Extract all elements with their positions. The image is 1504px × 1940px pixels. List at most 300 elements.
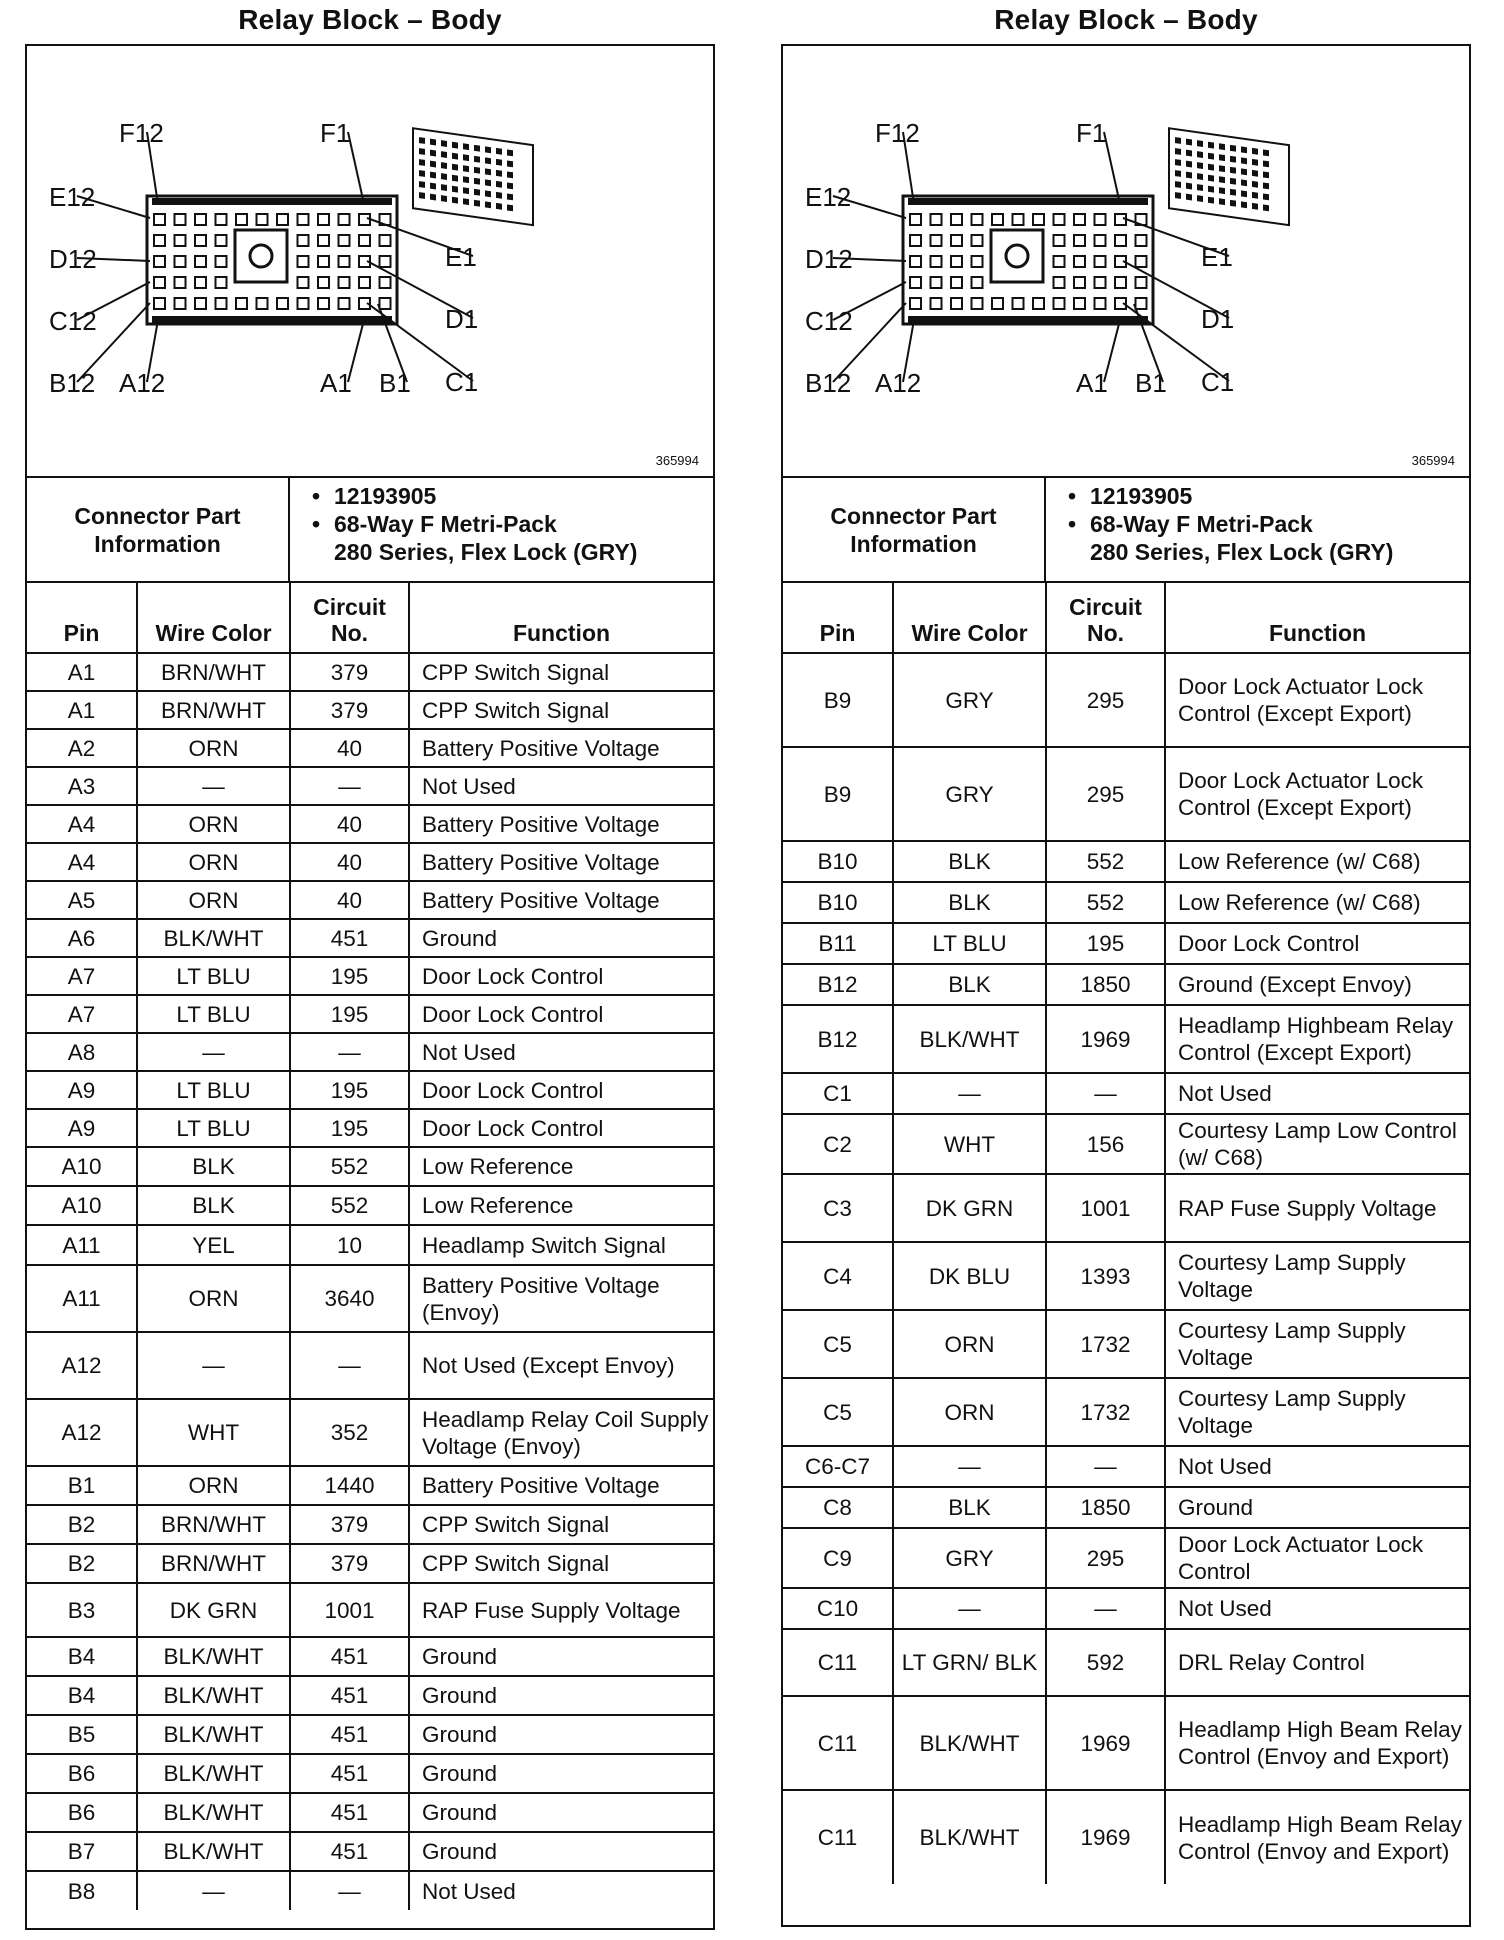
thumbnail-cavity <box>430 161 436 168</box>
pin-cell: A11 <box>27 1265 137 1332</box>
pin-cavity <box>216 214 227 225</box>
function-header: Function <box>409 583 713 653</box>
function-cell: Headlamp High Beam Relay Control (Envoy and Export) <box>1165 1696 1469 1790</box>
pin-cavity <box>951 235 962 246</box>
function-cell: Door Lock Control <box>409 1109 713 1147</box>
circuit-cell: 552 <box>290 1147 409 1186</box>
pin-cavity <box>339 235 350 246</box>
circuit-cell: 552 <box>1046 841 1165 882</box>
pin-cell: C5 <box>783 1310 893 1378</box>
pin-label: E1 <box>1201 242 1233 272</box>
pin-cavity <box>318 214 329 225</box>
thumbnail-cavity <box>430 183 436 190</box>
thumbnail-cavity <box>1208 153 1214 160</box>
wire-color-cell: GRY <box>893 1528 1046 1588</box>
table-row <box>783 1790 1469 1884</box>
circuit-cell: 1732 <box>1046 1310 1165 1378</box>
table-row <box>783 1528 1469 1588</box>
connector-face-diagram <box>27 46 713 474</box>
function-cell: RAP Fuse Supply Voltage <box>409 1583 713 1637</box>
pin-label: B1 <box>1135 368 1167 398</box>
pin-cell: A4 <box>27 805 137 843</box>
wire-color-cell: BLK/WHT <box>893 1005 1046 1073</box>
pin-header: Pin <box>783 583 893 653</box>
pin-cavity <box>175 256 186 267</box>
wire-color-cell: BLK <box>137 1186 290 1225</box>
pin-cell: C10 <box>783 1588 893 1629</box>
pin-cavity <box>910 256 921 267</box>
thumbnail-cavity <box>1208 142 1214 149</box>
pin-cavity <box>1054 235 1065 246</box>
wire-color-cell: ORN <box>137 1265 290 1332</box>
panel-title: Relay Block – Body <box>994 4 1258 35</box>
function-cell: Door Lock Actuator Lock Control <box>1165 1528 1469 1588</box>
pin-cell: A11 <box>27 1225 137 1265</box>
wire-color-cell: ORN <box>137 729 290 767</box>
thumbnail-cavity <box>419 148 425 155</box>
function-cell: Courtesy Lamp Supply Voltage <box>1165 1378 1469 1446</box>
function-cell: Ground <box>409 1637 713 1676</box>
thumbnail-cavity <box>452 164 458 171</box>
thumbnail-cavity <box>485 179 491 186</box>
circuit-cell: 379 <box>290 653 409 691</box>
pin-cavity <box>951 256 962 267</box>
pin-label: B12 <box>49 368 96 398</box>
circuit-cell: 1393 <box>1046 1242 1165 1310</box>
pin-label: C1 <box>445 367 479 397</box>
pin-cell: C2 <box>783 1114 893 1174</box>
circuit-cell: 295 <box>1046 653 1165 747</box>
function-cell: Battery Positive Voltage <box>409 881 713 919</box>
wire-color-cell: WHT <box>893 1114 1046 1174</box>
thumbnail-cavity <box>430 150 436 157</box>
pin-label: C12 <box>49 306 97 336</box>
thumbnail-cavity <box>441 140 447 147</box>
circuit-cell: 1001 <box>1046 1174 1165 1242</box>
circuit-header: Circuit No. <box>1046 583 1165 653</box>
pin-cavity <box>1074 235 1085 246</box>
circuit-cell: 451 <box>290 1637 409 1676</box>
function-cell: Ground <box>409 919 713 957</box>
function-cell: Headlamp Switch Signal <box>409 1225 713 1265</box>
pin-cell: A8 <box>27 1033 137 1071</box>
pin-cell: C1 <box>783 1073 893 1114</box>
thumbnail-cavity <box>1219 165 1225 172</box>
pin-cavity <box>931 256 942 267</box>
pin-cavity <box>1095 277 1106 288</box>
thumbnail-cavity <box>1230 200 1236 207</box>
thumbnail-cavity <box>1197 184 1203 191</box>
pin-cell: A12 <box>27 1332 137 1399</box>
pin-cavity <box>298 214 309 225</box>
pin-cavity <box>951 298 962 309</box>
pin-cavity <box>154 298 165 309</box>
table-row <box>783 1378 1469 1446</box>
thumbnail-cavity <box>1175 148 1181 155</box>
table-row <box>27 767 713 805</box>
thumbnail-cavity <box>1263 171 1269 178</box>
figure-number: 365994 <box>655 453 699 468</box>
pin-cavity <box>910 235 921 246</box>
pin-cell: C11 <box>783 1696 893 1790</box>
pin-cavity <box>1054 256 1065 267</box>
pin-cavity <box>972 256 983 267</box>
pin-cell: A10 <box>27 1186 137 1225</box>
pin-cavity <box>931 235 942 246</box>
thumbnail-cavity <box>474 156 480 163</box>
thumbnail-cavity <box>507 149 513 156</box>
thumbnail-cavity <box>1219 154 1225 161</box>
part-number: • 12193905 <box>1090 482 1469 510</box>
thumbnail-cavity <box>485 201 491 208</box>
pin-cavity <box>359 277 370 288</box>
wire-color-cell: YEL <box>137 1225 290 1265</box>
connector-series: 280 Series, Flex Lock (GRY) <box>1090 539 1394 565</box>
function-cell: CPP Switch Signal <box>409 1505 713 1544</box>
table-row <box>783 841 1469 882</box>
thumbnail-cavity <box>1197 173 1203 180</box>
pin-cavity <box>1136 256 1147 267</box>
wire-color-cell: GRY <box>893 653 1046 747</box>
circuit-cell: 195 <box>290 995 409 1033</box>
pin-cavity <box>1054 277 1065 288</box>
wire-color-cell: ORN <box>137 805 290 843</box>
pin-label: C12 <box>805 306 853 336</box>
thumbnail-cavity <box>463 187 469 194</box>
function-cell: Low Reference <box>409 1147 713 1186</box>
function-cell: Not Used <box>409 767 713 805</box>
table-row <box>27 1466 713 1505</box>
function-cell: Not Used (Except Envoy) <box>409 1332 713 1399</box>
wire-color-cell: LT BLU <box>137 995 290 1033</box>
pin-cell: B6 <box>27 1793 137 1832</box>
pin-cavity <box>298 277 309 288</box>
function-cell: CPP Switch Signal <box>409 653 713 691</box>
thumbnail-cavity <box>496 181 502 188</box>
pin-cavity <box>1095 256 1106 267</box>
pin-cavity <box>257 298 268 309</box>
connector-part-info <box>27 478 713 583</box>
pin-cell: A6 <box>27 919 137 957</box>
circuit-cell: — <box>290 1033 409 1071</box>
circuit-cell: — <box>1046 1588 1165 1629</box>
function-cell: Battery Positive Voltage (Envoy) <box>409 1265 713 1332</box>
function-header: Function <box>1165 583 1469 653</box>
pin-cavity <box>339 214 350 225</box>
thumbnail-cavity <box>1175 137 1181 144</box>
pin-cell: A7 <box>27 957 137 995</box>
function-cell: Battery Positive Voltage <box>409 843 713 881</box>
pin-cell: C11 <box>783 1629 893 1696</box>
thumbnail-cavity <box>1186 183 1192 190</box>
wire-color-cell: BLK/WHT <box>137 919 290 957</box>
pin-cell: C3 <box>783 1174 893 1242</box>
pin-cavity <box>1095 235 1106 246</box>
pin-cavity <box>1136 277 1147 288</box>
table-row <box>27 919 713 957</box>
pin-cell: A1 <box>27 691 137 729</box>
wire-color-cell: BRN/WHT <box>137 1544 290 1583</box>
thumbnail-cavity <box>507 193 513 200</box>
thumbnail-cavity <box>1186 139 1192 146</box>
function-cell: Door Lock Control <box>1165 923 1469 964</box>
thumbnail-cavity <box>1263 182 1269 189</box>
table-row <box>27 1109 713 1147</box>
circuit-cell: 379 <box>290 1505 409 1544</box>
pin-cavity <box>1074 298 1085 309</box>
thumbnail-cavity <box>419 170 425 177</box>
table-row <box>27 691 713 729</box>
pin-cell: B12 <box>783 964 893 1005</box>
pin-label: F12 <box>875 118 920 148</box>
circuit-cell: — <box>290 1332 409 1399</box>
pin-label: F1 <box>320 118 351 148</box>
pin-cell: A10 <box>27 1147 137 1186</box>
connector-diagram <box>783 46 1469 478</box>
thumbnail-cavity <box>496 148 502 155</box>
wire-color-cell: BLK <box>893 841 1046 882</box>
wire-color-cell: ORN <box>893 1378 1046 1446</box>
wire-color-cell: — <box>893 1446 1046 1487</box>
housing-bottom-rail <box>908 316 1148 323</box>
pin-cell: A7 <box>27 995 137 1033</box>
thumbnail-cavity <box>1208 197 1214 204</box>
circuit-cell: 451 <box>290 1832 409 1871</box>
thumbnail-cavity <box>441 184 447 191</box>
circuit-cell: — <box>290 767 409 805</box>
circuit-cell: 352 <box>290 1399 409 1466</box>
thumbnail-cavity <box>1241 168 1247 175</box>
circuit-cell: 40 <box>290 843 409 881</box>
pin-label: E12 <box>805 182 852 212</box>
wire-color-cell: ORN <box>137 1466 290 1505</box>
wire-color-cell: BLK <box>893 882 1046 923</box>
function-cell: Door Lock Actuator Lock Control (Except Export) <box>1165 747 1469 841</box>
function-cell: Battery Positive Voltage <box>409 1466 713 1505</box>
pin-cavity <box>277 298 288 309</box>
table-row <box>27 1871 713 1910</box>
pin-cavity <box>216 277 227 288</box>
pin-cavity <box>992 214 1003 225</box>
pin-cavity <box>951 214 962 225</box>
leader-line <box>1104 132 1120 204</box>
function-cell: Ground <box>409 1676 713 1715</box>
thumbnail-cavity <box>507 171 513 178</box>
thumbnail-cavity <box>1186 194 1192 201</box>
pin-cavity <box>257 214 268 225</box>
pin-cavity <box>931 298 942 309</box>
wire-color-cell: BLK/WHT <box>137 1793 290 1832</box>
table-row <box>783 1588 1469 1629</box>
table-row <box>783 964 1469 1005</box>
pin-cell: B12 <box>783 1005 893 1073</box>
table-row <box>27 1071 713 1109</box>
connector-series: 280 Series, Flex Lock (GRY) <box>334 539 638 565</box>
circuit-cell: 195 <box>290 1109 409 1147</box>
thumbnail-cavity <box>1230 145 1236 152</box>
function-cell: Door Lock Actuator Lock Control (Except Export) <box>1165 653 1469 747</box>
thumbnail-cavity <box>474 167 480 174</box>
thumbnail-cavity <box>419 159 425 166</box>
function-cell: CPP Switch Signal <box>409 1544 713 1583</box>
pin-cell: B3 <box>27 1583 137 1637</box>
pin-cavity <box>1115 277 1126 288</box>
circuit-cell: 451 <box>290 1676 409 1715</box>
wire-color-cell: BLK/WHT <box>137 1676 290 1715</box>
circuit-cell: — <box>290 1871 409 1910</box>
table-row <box>783 1114 1469 1174</box>
connector-part-info-label: Connector Part Information <box>783 478 1046 581</box>
thumbnail-cavity <box>1208 175 1214 182</box>
pin-cell: B9 <box>783 747 893 841</box>
pin-cavity <box>298 256 309 267</box>
pin-cell: C11 <box>783 1790 893 1884</box>
circuit-cell: 451 <box>290 1754 409 1793</box>
pin-cavity <box>195 214 206 225</box>
table-row <box>783 1174 1469 1242</box>
thumbnail-cavity <box>419 192 425 199</box>
table-row <box>783 1310 1469 1378</box>
pin-cell: A2 <box>27 729 137 767</box>
thumbnail-cavity <box>1197 162 1203 169</box>
table-row <box>27 995 713 1033</box>
function-cell: Ground (Except Envoy) <box>1165 964 1469 1005</box>
pin-cavity <box>195 298 206 309</box>
thumbnail-cavity <box>430 194 436 201</box>
function-cell: Courtesy Lamp Low Control (w/ C68) <box>1165 1114 1469 1174</box>
pin-cavity <box>318 298 329 309</box>
table-row <box>783 1005 1469 1073</box>
pin-cavity <box>1095 214 1106 225</box>
circuit-cell: 1440 <box>290 1466 409 1505</box>
wire-color-cell: BLK <box>893 964 1046 1005</box>
thumbnail-cavity <box>485 190 491 197</box>
table-row <box>783 882 1469 923</box>
connector-part-info-list <box>290 478 713 581</box>
function-cell: Headlamp High Beam Relay Control (Envoy and Export) <box>1165 1790 1469 1884</box>
pin-cell: B2 <box>27 1505 137 1544</box>
thumbnail-cavity <box>1241 157 1247 164</box>
pin-cavity <box>910 277 921 288</box>
thumbnail-cavity <box>452 197 458 204</box>
pin-cavity <box>175 298 186 309</box>
function-cell: Ground <box>409 1832 713 1871</box>
pin-cavity <box>1054 298 1065 309</box>
thumbnail-cavity <box>1263 160 1269 167</box>
table-row <box>27 653 713 691</box>
function-cell: Not Used <box>409 1871 713 1910</box>
table-row <box>27 843 713 881</box>
pin-cavity <box>1013 298 1024 309</box>
housing-bottom-rail <box>152 316 392 323</box>
thumbnail-cavity <box>1186 161 1192 168</box>
table-row <box>783 1073 1469 1114</box>
circuit-cell: 1850 <box>1046 1487 1165 1528</box>
pin-cavity <box>298 298 309 309</box>
thumbnail-cavity <box>1175 159 1181 166</box>
thumbnail-cavity <box>1241 146 1247 153</box>
thumbnail-cavity <box>507 160 513 167</box>
pin-cell: B8 <box>27 1871 137 1910</box>
wire-color-cell: BRN/WHT <box>137 691 290 729</box>
thumbnail-cavity <box>463 176 469 183</box>
function-cell: Door Lock Control <box>409 995 713 1033</box>
circuit-cell: 1001 <box>290 1583 409 1637</box>
table-row <box>27 805 713 843</box>
thumbnail-cavity <box>430 139 436 146</box>
wire-color-cell: — <box>893 1588 1046 1629</box>
connector-type: • 68-Way F Metri-Pack <box>1090 510 1469 538</box>
thumbnail-cavity <box>441 162 447 169</box>
pin-label: F12 <box>119 118 164 148</box>
pin-cavity <box>216 256 227 267</box>
thumbnail-cavity <box>1175 181 1181 188</box>
thumbnail-cavity <box>496 159 502 166</box>
circuit-cell: 40 <box>290 805 409 843</box>
thumbnail-cavity <box>474 189 480 196</box>
circuit-cell: 379 <box>290 691 409 729</box>
thumbnail-cavity <box>452 142 458 149</box>
pin-cavity <box>1033 214 1044 225</box>
function-cell: Ground <box>409 1793 713 1832</box>
pin-cavity <box>1054 214 1065 225</box>
thumbnail-cavity <box>1230 189 1236 196</box>
figure-number: 365994 <box>1411 453 1455 468</box>
thumbnail-cavity <box>1241 190 1247 197</box>
table-row <box>27 729 713 767</box>
table-row <box>27 1793 713 1832</box>
pin-cell: A9 <box>27 1071 137 1109</box>
pin-cell: C5 <box>783 1378 893 1446</box>
pinout-table <box>783 583 1469 1884</box>
pin-cavity <box>175 214 186 225</box>
function-cell: Battery Positive Voltage <box>409 805 713 843</box>
pin-cell: B7 <box>27 1832 137 1871</box>
circuit-cell: 40 <box>290 729 409 767</box>
connector-part-info-list <box>1046 478 1469 581</box>
pin-cell: A12 <box>27 1399 137 1466</box>
circuit-cell: 295 <box>1046 747 1165 841</box>
pin-label: A12 <box>875 368 922 398</box>
table-row <box>27 1399 713 1466</box>
thumbnail-cavity <box>463 143 469 150</box>
pin-label: B1 <box>379 368 411 398</box>
wire-color-cell: WHT <box>137 1399 290 1466</box>
pin-cell: A3 <box>27 767 137 805</box>
pin-label: E12 <box>49 182 96 212</box>
function-cell: Ground <box>409 1715 713 1754</box>
pin-cavity <box>931 277 942 288</box>
circuit-cell: 195 <box>290 957 409 995</box>
pin-cell: B11 <box>783 923 893 964</box>
table-row <box>27 881 713 919</box>
wire-color-cell: — <box>137 1871 290 1910</box>
thumbnail-cavity <box>1252 192 1258 199</box>
wire-color-header: Wire Color <box>137 583 290 653</box>
thumbnail-cavity <box>1186 172 1192 179</box>
thumbnail-cavity <box>1208 164 1214 171</box>
thumbnail-cavity <box>419 137 425 144</box>
thumbnail-cavity <box>419 181 425 188</box>
wire-color-cell: BLK/WHT <box>137 1832 290 1871</box>
thumbnail-cavity <box>452 153 458 160</box>
pin-label: D12 <box>805 244 853 274</box>
table-row <box>783 653 1469 747</box>
pin-cavity <box>154 256 165 267</box>
table-row <box>27 1832 713 1871</box>
circuit-cell: 451 <box>290 919 409 957</box>
pin-cell: B6 <box>27 1754 137 1793</box>
